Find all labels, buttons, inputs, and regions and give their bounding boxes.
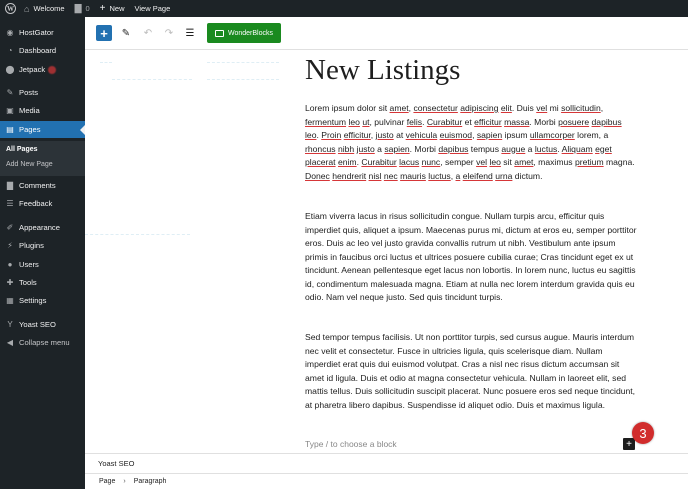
sidebar-item-label: Collapse menu	[19, 338, 70, 347]
paragraph-text: magna.	[603, 157, 635, 167]
paragraph-text: .	[316, 130, 322, 140]
comments-link[interactable]	[70, 0, 95, 17]
paragraph-text: ,	[472, 130, 477, 140]
new-label: New	[109, 4, 125, 13]
block-breadcrumb	[85, 473, 688, 489]
ghost-guide	[112, 79, 192, 80]
ghost-guide	[207, 62, 279, 63]
misspelled-word: justo	[375, 130, 394, 140]
editor-canvas	[85, 50, 688, 453]
new-content-link[interactable]	[95, 0, 130, 17]
sidebar-item-label: Tools	[19, 278, 37, 287]
misspelled-word: vel	[536, 103, 548, 113]
ghost-guide	[100, 62, 112, 63]
sidebar-item-comments[interactable]	[0, 177, 85, 194]
misspelled-word: rhoncus	[305, 143, 336, 154]
misspelled-word: Aliquam	[561, 143, 593, 154]
wonderblocks-label: WonderBlocks	[227, 29, 273, 37]
misspelled-word: dapibus	[438, 143, 469, 154]
feedback-icon: ☰	[6, 199, 14, 208]
editor-toolbar	[85, 17, 688, 50]
view-page-label: View Page	[134, 4, 171, 13]
misspelled-word: enim	[337, 157, 357, 167]
sidebar-item-tools[interactable]	[0, 274, 85, 291]
ghost-guide	[85, 234, 190, 235]
wrench-icon: ✚	[6, 278, 14, 287]
brush-icon: ✐	[6, 223, 14, 232]
paragraph-text: sit	[500, 157, 515, 167]
paragraph-text: Sed tempor tempus facilisis. Ut non porttitor turpis, sed cursus augue. Mauris interdum nec velit et consectetur. Fusce in ultricies ligula, quis scelerisque diam. Nullam imperdiet erat quis dui euismod volutpat. Cras a nisl nec risus dictum accumsan sit amet id ligula. Duis et odio at magna consectetur vehicula. Nullam in laoreet elit, sed mattis tellus. Duis sollicitudin suscipit placerat. Nunc posuere eros sed neque tincidunt, at pharetra libero dapibus. Suspendisse id aliquet odio. Duis et maximus ligula.	[305, 332, 636, 410]
breadcrumb-item-page[interactable]: Page	[99, 478, 116, 485]
pages-submenu	[0, 141, 85, 176]
paragraph-text: at	[393, 130, 406, 140]
misspelled-word: vel	[476, 157, 488, 167]
wonderblocks-button[interactable]	[207, 23, 281, 43]
paragraph-text: , pulvinar	[369, 116, 407, 127]
misspelled-word: nec	[383, 170, 398, 181]
paragraph-text: , maximus	[533, 157, 575, 167]
home-icon: ⌂	[24, 3, 30, 14]
list-view-icon: ☰	[185, 27, 195, 39]
misspelled-word: Curabitur	[361, 157, 397, 167]
paragraph-text: .	[356, 157, 362, 167]
submenu-item-all-pages[interactable]: All Pages	[6, 146, 38, 153]
misspelled-word: placerat	[305, 157, 336, 167]
settings-icon: ▦	[6, 296, 14, 305]
paragraph-text: .	[557, 143, 562, 154]
misspelled-word: a	[455, 170, 461, 181]
chevron-right-icon: ›	[123, 478, 126, 485]
plus-icon: +	[100, 25, 108, 41]
sidebar-item-label: Pages	[19, 125, 41, 134]
misspelled-word: amet	[514, 157, 534, 167]
sidebar-item-users[interactable]	[0, 256, 85, 273]
paragraph-text: tempus	[468, 143, 502, 154]
plugin-icon: ⚡	[7, 241, 13, 250]
paragraph-text: ipsum	[502, 130, 530, 140]
sidebar-item-label: Dashboard	[19, 46, 57, 55]
paragraph-text: dictum.	[512, 170, 543, 181]
misspelled-word: euismod	[439, 130, 473, 140]
block-appender-placeholder[interactable]: Type / to choose a block	[305, 439, 397, 449]
misspelled-word: leo	[348, 116, 360, 127]
misspelled-word: posuere	[558, 116, 590, 127]
misspelled-word: sapien	[476, 130, 503, 140]
redo-icon: ↷	[164, 27, 174, 39]
notification-badge: 3	[632, 422, 654, 444]
hostgator-icon: ◉	[6, 28, 14, 37]
site-name-link[interactable]	[19, 0, 70, 17]
document-overview-button[interactable]	[182, 25, 198, 41]
redo-button[interactable]	[161, 25, 177, 41]
paragraph-text: ,	[600, 103, 604, 113]
collapse-icon: ◀	[6, 338, 14, 347]
submenu-item-add-new-page[interactable]: Add New Page	[6, 161, 53, 168]
sidebar-item-media[interactable]	[0, 102, 85, 119]
misspelled-word: lacus	[399, 157, 420, 167]
page-title[interactable]: New Listings	[305, 54, 461, 86]
sidebar-item-feedback[interactable]	[0, 195, 85, 212]
misspelled-word: luctus	[428, 170, 451, 181]
undo-button[interactable]	[140, 25, 156, 41]
paragraph-text: lorem, a	[574, 130, 609, 140]
admin-bar	[0, 0, 688, 17]
comments-icon: ▇	[6, 181, 14, 190]
wonderblocks-icon	[215, 30, 224, 37]
sidebar-item-dashboard[interactable]	[0, 42, 85, 59]
misspelled-word: Proin	[321, 130, 342, 140]
pencil-icon: ✎	[121, 27, 131, 39]
misspelled-word: luctus	[534, 143, 558, 154]
misspelled-word: mauris	[400, 170, 426, 181]
misspelled-word: consectetur	[413, 103, 458, 113]
admin-sidebar	[0, 17, 85, 489]
jetpack-icon: ⬤	[5, 65, 15, 74]
paragraph-text: . Morbi	[529, 116, 559, 127]
misspelled-word: sollicitudin	[561, 103, 601, 113]
paragraph-text: ,	[408, 103, 414, 113]
media-icon: ▣	[6, 106, 14, 115]
sidebar-item-appearance[interactable]	[0, 219, 85, 236]
paragraph-text: . Morbi	[409, 143, 439, 154]
breadcrumb-item-paragraph[interactable]: Paragraph	[133, 478, 167, 485]
dashboard-icon: ◔	[7, 46, 13, 55]
misspelled-word: pretium	[574, 157, 604, 167]
yoast-panel-label: Yoast SEO	[98, 459, 135, 468]
misspelled-word: hendrerit	[332, 170, 367, 181]
comments-count: 0	[85, 4, 90, 13]
sidebar-item-settings[interactable]	[0, 292, 85, 309]
site-name-label: Welcome	[33, 4, 65, 13]
misspelled-word: nibh	[337, 143, 355, 154]
paragraph-block[interactable]	[305, 102, 637, 183]
misspelled-word: leo	[489, 157, 501, 167]
collapse-menu-button[interactable]	[0, 334, 85, 351]
comment-bubble-icon: ▇	[74, 3, 82, 13]
misspelled-word: Curabitur	[426, 116, 463, 127]
misspelled-word: augue	[501, 143, 526, 154]
wordpress-icon: W	[7, 4, 14, 13]
users-icon: ●	[7, 260, 13, 269]
paragraph-text: mi	[547, 103, 562, 113]
sidebar-item-label: Posts	[19, 88, 38, 97]
sidebar-item-label: Yoast SEO	[19, 320, 56, 329]
paragraph-text: . Duis	[511, 103, 537, 113]
misspelled-word: dapibus	[591, 116, 622, 127]
misspelled-word: nisl	[368, 170, 382, 181]
pages-icon: ▤	[6, 125, 14, 134]
misspelled-word: ullamcorper	[529, 130, 575, 140]
undo-icon: ↶	[143, 27, 153, 39]
misspelled-word: Donec	[305, 170, 330, 181]
sidebar-item-label: Settings	[19, 296, 47, 305]
misspelled-word: eget	[595, 143, 612, 154]
plus-icon: +	[626, 438, 632, 450]
paragraph-text: a	[374, 143, 385, 154]
pin-icon: ✎	[6, 88, 14, 97]
sidebar-item-pages[interactable]	[0, 121, 85, 138]
sidebar-item-plugins[interactable]	[0, 237, 85, 254]
sidebar-item-hostgator[interactable]	[0, 24, 85, 41]
sidebar-item-label: Comments	[19, 181, 56, 190]
misspelled-word: leo	[305, 130, 317, 140]
block-inserter-button[interactable]	[96, 25, 112, 41]
yoast-icon: Y	[7, 320, 13, 329]
sidebar-item-label: Media	[19, 106, 40, 115]
sidebar-item-posts[interactable]	[0, 84, 85, 101]
sidebar-item-label: HostGator	[19, 28, 54, 37]
misspelled-word: eleifend	[462, 170, 493, 181]
misspelled-word: fermentum	[305, 116, 347, 127]
yoast-seo-panel-toggle[interactable]	[85, 453, 688, 473]
paragraph-text: Etiam viverra lacus in risus sollicitudin congue. Nullam turpis arcu, efficitur quis imperdiet quis, aliquet a ipsum. Maecenas purus mi, dictum at eros eu, semper porttitor eros. Duis ac leo vel justo gravida convallis rutrum ut nibh. Vestibulum ante ipsum primis in faucibus orci luctus et ultrices posuere cubilia curae; Cras tincidunt eget ex ut tincidunt. Aenean pellentesque eget lacus non lobortis. In lorem nunc, luctus eu sagittis id, condimentum malesuada magna. Etiam at nulla nec lorem interdum gravida quis eu odio. Nam vel neque justo. Sed quis tincidunt turpis.	[305, 211, 637, 302]
view-page-link[interactable]	[130, 0, 176, 17]
misspelled-word: efficitur	[474, 116, 502, 127]
paragraph-text: ,	[370, 130, 376, 140]
sidebar-item-yoast-seo[interactable]	[0, 316, 85, 333]
paragraph-text: a	[525, 143, 535, 154]
misspelled-word: adipiscing	[460, 103, 499, 113]
paragraph-block[interactable]	[305, 331, 637, 412]
paragraph-text: et	[462, 116, 475, 127]
paragraph-text: Lorem ipsum dolor sit	[305, 103, 390, 113]
misspelled-word: efficitur	[343, 130, 371, 140]
inline-add-block-button[interactable]	[623, 438, 635, 450]
paragraph-text: .	[422, 116, 427, 127]
ghost-guide	[207, 79, 279, 80]
misspelled-word: elit	[500, 103, 512, 113]
misspelled-word: amet	[389, 103, 409, 113]
tools-button[interactable]	[118, 25, 134, 41]
sidebar-item-label: Jetpack	[19, 65, 46, 74]
misspelled-word: ut	[362, 116, 370, 127]
sidebar-item-label: Appearance	[19, 223, 60, 232]
jetpack-notification-dot	[48, 66, 56, 74]
paragraph-text: ,	[450, 170, 456, 181]
misspelled-word: massa	[504, 116, 530, 127]
misspelled-word: urna	[495, 170, 513, 181]
misspelled-word: vehicula	[405, 130, 438, 140]
misspelled-word: felis	[406, 116, 423, 127]
misspelled-word: sapien	[384, 143, 410, 154]
plus-icon: +	[99, 3, 106, 14]
paragraph-text: , semper	[440, 157, 477, 167]
sidebar-item-label: Feedback	[19, 199, 53, 208]
misspelled-word: nunc	[421, 157, 441, 167]
sidebar-item-label: Plugins	[19, 241, 44, 250]
misspelled-word: justo	[356, 143, 375, 154]
wordpress-logo-button[interactable]	[2, 0, 19, 17]
sidebar-item-jetpack[interactable]	[0, 61, 85, 78]
sidebar-item-label: Users	[19, 260, 39, 269]
paragraph-block[interactable]	[305, 210, 637, 305]
